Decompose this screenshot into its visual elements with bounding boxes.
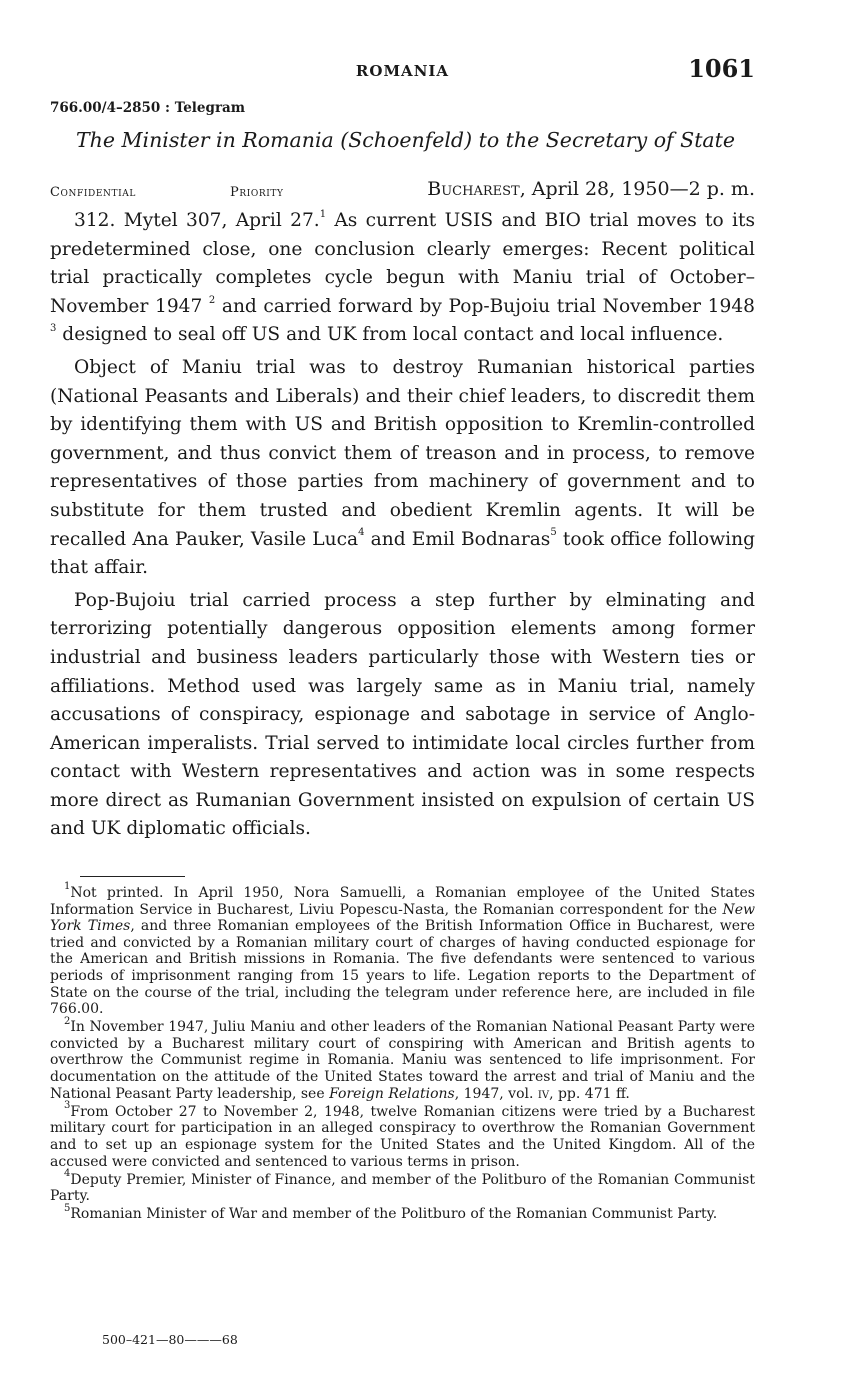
running-head	[50, 54, 755, 88]
footnote-ref: 1	[319, 208, 327, 220]
paragraph-1: 312. Mytel 307, April 27.$^1$ As current USIS and BIO trial moves to its predetermined close, one conclusion clearly emerges: Recent political trial practically completes cycle begun with Maniu trial of October–November 1947 $^2$ and carried forward by Pop-Bujoiu trial November 1948 $^3$ designed to seal off US and UK from local contact and local influence.	[50, 208, 755, 346]
document-title	[76, 128, 735, 152]
telegram-body	[50, 207, 755, 848]
footnote-divider	[80, 876, 185, 877]
footnote-ref: 2	[208, 294, 216, 306]
footnote-ref: 3	[50, 323, 57, 335]
footnote-3: $^3$From October 27 to November 2, 1948, twelve Romanian citizens were tried by a Bucharest military court for participation in an alleged conspiracy to overthrow the Romanian Government and to set up an espionage system for the United States and the United Kingdom. All of the accused were convicted and sentenced to various terms in prison.	[50, 1100, 755, 1170]
paragraph-2: Object of Maniu trial was to destroy Rumanian historical parties (National Peasants and Liberals) and their chief leaders, to discredit them by identifying them with US and British opposition to Kremlin-controlled government, and thus convict them of treason and in process, to remove representatives of those parties from machinery of government and to substitute for them trusted and obedient Kremlin agents. It will be recalled Ana Pauker, Vasile Luca$^4$ and Emil Bodnaras$^5$ took office following that affair.	[50, 356, 755, 579]
place: Bucharest	[427, 178, 520, 200]
file-number: 766.00/4–2850 : Telegram	[50, 100, 246, 116]
footnote-ref: 4	[358, 527, 365, 539]
precedence: Priority	[230, 185, 284, 200]
document-page	[50, 0, 755, 1380]
footnotes	[50, 881, 755, 1224]
paragraph-3: Pop-Bujoiu trial carried process a step further by elminating and terrorizing potentially dangerous opposition elements among former industrial and business leaders particularly those with Western ties or affiliations. Method used was largely same as in Maniu trial, namely accusations of conspiracy, espionage and sabotage in service of Anglo-American imperalists. Trial served to intimidate local circles further from contact with Western representatives and action was in some respects more direct as Rumanian Government insisted on expulsion of certain US and UK diplomatic officials.	[50, 589, 755, 840]
running-title: ROMANIA	[355, 62, 450, 80]
page-number: 1061	[688, 54, 755, 83]
dateline	[50, 178, 755, 208]
classification: Confidential	[50, 185, 136, 200]
title-part: ) to the Secretary of State	[464, 128, 736, 152]
footnote-1: $^1$Not printed. In April 1950, Nora Samuelli, a Romanian employee of the United States Information Service in Bucharest, Liviu Popescu-Nasta, the Romanian correspondent for the New York Times, and three Romanian employees of the British Information Office in Bucharest, were tried and convicted by a Romanian military court of charges of having conducted espionage for the American and British missions in Romania. The five defendants were sentenced to various periods of imprisonment ranging from 15 years to life. Legation reports to the Department of State on the course of the trial, including the telegram under reference here, are included in file 766.00.	[50, 881, 755, 1018]
footnote-5: $^5$Romanian Minister of War and member of the Politburo of the Romanian Communist Party.	[64, 1202, 718, 1223]
footnote-ref: 5	[550, 527, 557, 539]
footnote-2: $^2$In November 1947, Juliu Maniu and other leaders of the Romanian National Peasant Party were convicted by a Bucharest military court of conspiring with American and British agents to overthrow the Communist regime in Romania. Maniu was sentenced to life imprisonment. For documentation on the attitude of the United States toward the arrest and trial of Maniu and the National Peasant Party leadership, see Foreign Relations, 1947, vol. iv, pp. 471 ff.	[50, 1015, 755, 1102]
title-part: The Minister in Romania (	[76, 128, 349, 152]
print-code: 500–421—80———68	[102, 1332, 238, 1347]
title-name: Schoenfeld	[348, 128, 465, 152]
date: , April 28, 1950—2 p. m.	[519, 178, 755, 200]
place-date	[427, 178, 755, 200]
footnote-4: $^4$Deputy Premier, Minister of Finance, and member of the Politburo of the Romanian Communist Party.	[50, 1167, 755, 1205]
